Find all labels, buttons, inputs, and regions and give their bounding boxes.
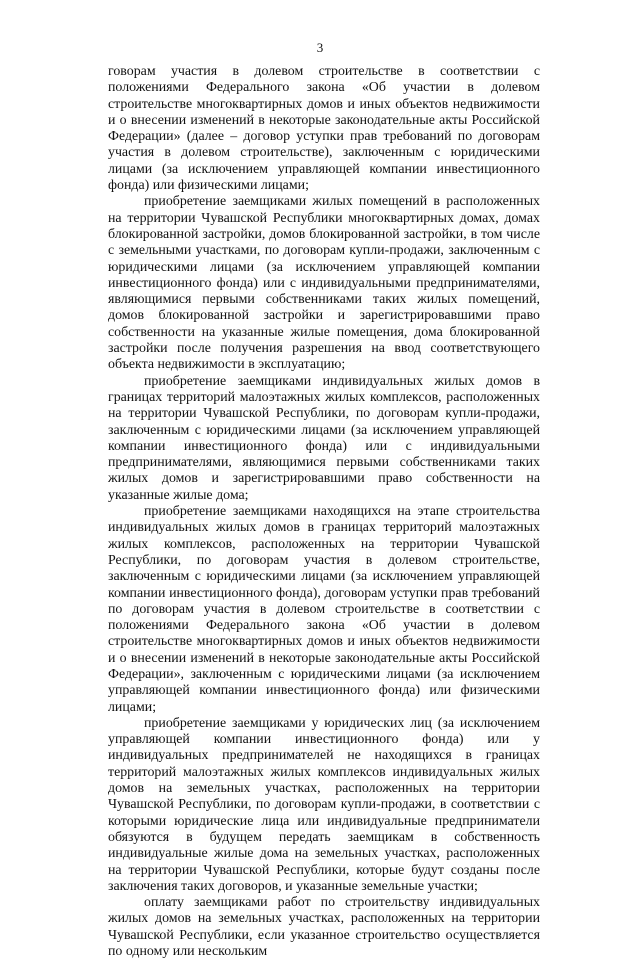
paragraph-apartments: приобретение заемщиками жилых помещений в расположенных на территории Чувашской Республики многоквартирных домах, домах блокированной застройки, домов блокированной застройки, в том числе с земельными участками, по договорам купли-продажи, заключенным с юридическими лицами (за исключением управляющей компании инвестиционного фонда) или с индивидуальными предпринимателями, являющимися первыми собственниками таких жилых помещений, домов блокированной застройки и зарегистрировавшими право собственности на указанные жилые помещения, дома блокированной застройки после получения разрешения на ввод соответствующего объекта недвижимости в эксплуатацию; <box>108 194 540 373</box>
paragraph-continued: говорам участия в долевом строительстве в соответствии с положениями Федерального закона «Об участии в долевом строительстве многоквартирных домов и иных объектов недвижимости и о внесении изменений в некоторые законодательные акты Российской Федерации» (далее – договор уступки прав требований по договорам участия в долевом строительстве), заключенным с юридическими лицами (за исключением управляющей компании инвестиционного фонда) или физическими лицами; <box>108 64 540 194</box>
paragraph-houses-under-construction: приобретение заемщиками находящихся на этапе строительства индивидуальных жилых домов в границах территорий малоэтажных жилых комплексов, расположенных на территории Чувашской Республики, по договорам участия в долевом строительстве, заключенным с юридическими лицами (за исключением управляющей компании инвестиционного фонда), договорам уступки прав требований по договорам участия в долевом строительстве в соответствии с положениями Федерального закона «Об участии в долевом строительстве многоквартирных домов и иных объектов недвижимости и о внесении изменений в некоторые законодательные акты Российской Федерации», заключенным с юридическими лицами (за исключением управляющей компании инвестиционного фонда) или физическими лицами; <box>108 504 540 715</box>
page-number: 3 <box>316 40 324 55</box>
paragraph-future-houses: приобретение заемщиками у юридических лиц (за исключением управляющей компании инвестиционного фонда) или у индивидуальных предпринимателей не находящихся в границах территорий малоэтажных жилых комплексов индивидуальных жилых домов на земельных участках, расположенных на территории Чувашской Республики, по договорам купли-продажи, в соответствии с которыми юридические лица или индивидуальные предприниматели обязуются в будущем передать заемщикам в собственность индивидуальные жилые дома на земельных участках, расположенных на территории Чувашской Республики, которые будут созданы после заключения таких договоров, и указанные земельные участки; <box>108 715 540 894</box>
paragraph-construction-payment: оплату заемщиками работ по строительству индивидуальных жилых домов на земельных участках, расположенных на территории Чувашской Республики, если указанное строительство осуществляется по одному или нескольким <box>108 895 540 960</box>
paragraph-individual-houses: приобретение заемщиками индивидуальных жилых домов в границах территорий малоэтажных жилых комплексов, расположенных на территории Чувашской Республики, по договорам купли-продажи, заключенным с юридическими лицами (за исключением управляющей компании инвестиционного фонда) или с индивидуальными предпринимателями, являющимися первыми собственниками таких жилых домов и зарегистрировавшими право собственности на указанные жилые дома; <box>108 373 540 503</box>
document-body <box>108 64 540 960</box>
